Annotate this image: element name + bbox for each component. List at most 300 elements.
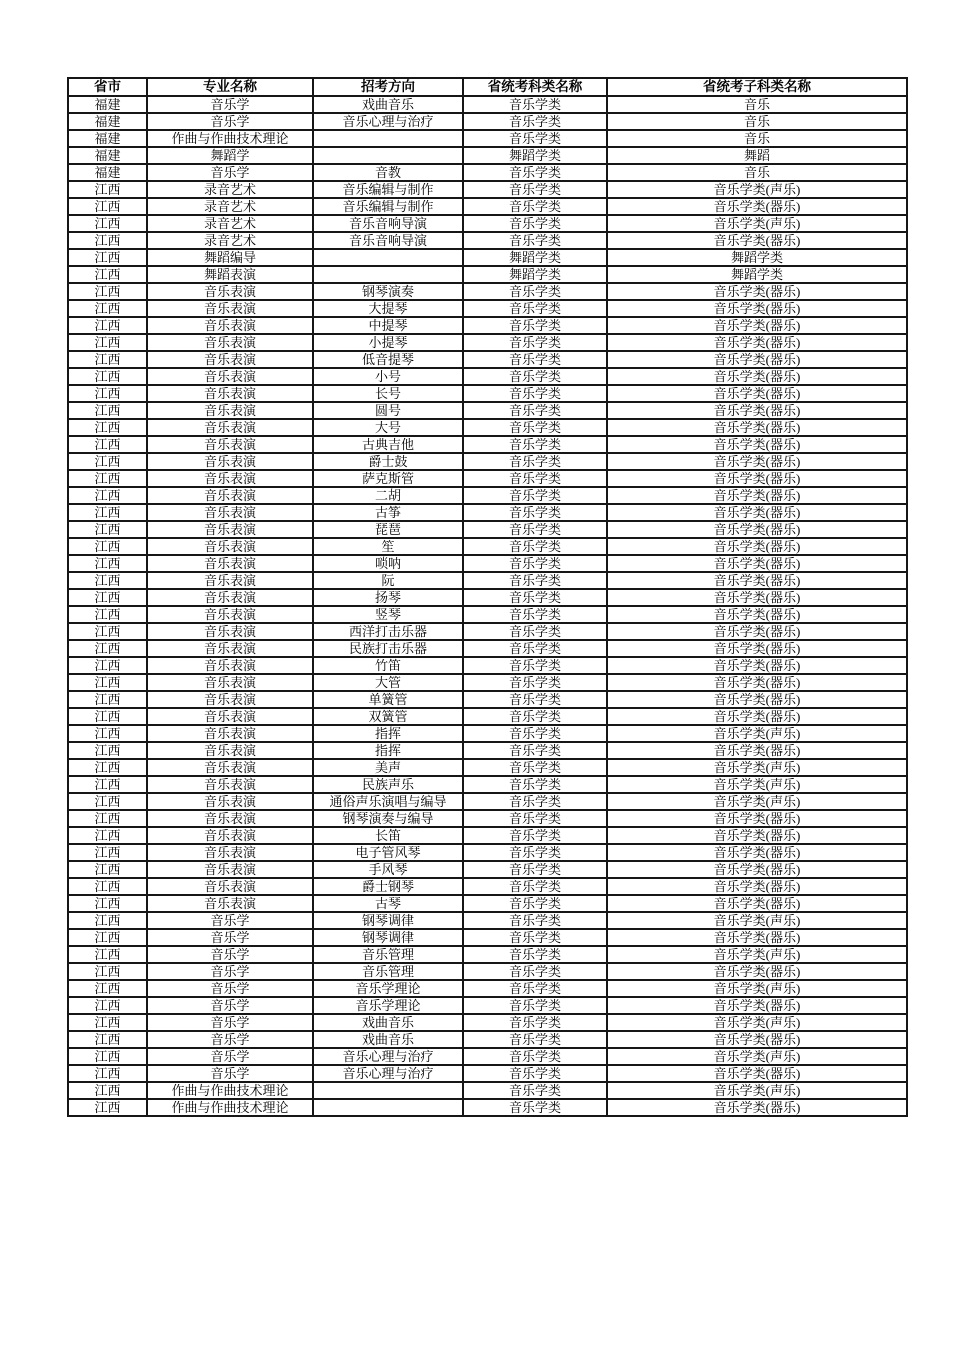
table-cell: 江西 [68, 844, 147, 861]
table-cell: 长笛 [313, 827, 463, 844]
table-cell: 音乐表演 [147, 776, 313, 793]
table-cell: 音乐学类 [463, 113, 607, 130]
table-row [68, 759, 907, 776]
table-row [68, 283, 907, 300]
table-cell: 音乐学类 [463, 538, 607, 555]
table-cell: 录音艺术 [147, 181, 313, 198]
table-row [68, 827, 907, 844]
table-cell: 音乐表演 [147, 844, 313, 861]
table-cell: 音乐学类 [463, 487, 607, 504]
table-cell: 音乐学类(器乐) [607, 283, 907, 300]
table-cell: 江西 [68, 827, 147, 844]
table-cell: 舞蹈编导 [147, 249, 313, 266]
table-row [68, 419, 907, 436]
table-cell: 音乐学类(声乐) [607, 912, 907, 929]
table-cell: 江西 [68, 538, 147, 555]
table-cell: 江西 [68, 708, 147, 725]
table-cell: 音乐学类(器乐) [607, 963, 907, 980]
table-cell: 江西 [68, 674, 147, 691]
table-cell: 音乐学类(器乐) [607, 504, 907, 521]
table-row [68, 878, 907, 895]
table-cell: 音乐表演 [147, 674, 313, 691]
table-cell: 作曲与作曲技术理论 [147, 1082, 313, 1099]
table-cell: 江西 [68, 912, 147, 929]
table-cell: 竹笛 [313, 657, 463, 674]
table-cell: 音乐心理与治疗 [313, 1065, 463, 1082]
table-cell: 音乐学类(器乐) [607, 929, 907, 946]
table-cell: 音乐学类 [463, 453, 607, 470]
table-cell: 音乐表演 [147, 402, 313, 419]
table-row [68, 691, 907, 708]
table-cell: 音乐音响导演 [313, 215, 463, 232]
table-cell: 音乐学类(器乐) [607, 1099, 907, 1116]
table-cell: 音乐编辑与制作 [313, 198, 463, 215]
table-cell: 音乐学类(器乐) [607, 708, 907, 725]
table-row [68, 1031, 907, 1048]
table-cell: 音乐音响导演 [313, 232, 463, 249]
table-row [68, 844, 907, 861]
table-cell: 音乐学类 [463, 368, 607, 385]
table-cell: 音乐表演 [147, 487, 313, 504]
table-cell: 音乐学类(器乐) [607, 470, 907, 487]
table-cell: 钢琴调律 [313, 929, 463, 946]
table-cell: 音乐学 [147, 1014, 313, 1031]
table-cell: 舞蹈学类 [463, 147, 607, 164]
table-header-row [68, 78, 907, 96]
table-cell: 江西 [68, 759, 147, 776]
table-cell: 音乐学类 [463, 351, 607, 368]
table-row [68, 164, 907, 181]
table-row [68, 402, 907, 419]
table-cell: 中提琴 [313, 317, 463, 334]
table-cell: 江西 [68, 793, 147, 810]
table-cell: 音乐学类 [463, 691, 607, 708]
table-cell: 音乐表演 [147, 504, 313, 521]
table-row [68, 946, 907, 963]
table-cell: 爵士钢琴 [313, 878, 463, 895]
table-cell: 音乐学理论 [313, 997, 463, 1014]
table-cell: 音乐学类 [463, 674, 607, 691]
table-cell: 音乐表演 [147, 538, 313, 555]
table-cell: 音乐学类(声乐) [607, 1082, 907, 1099]
table-cell: 音乐学类(器乐) [607, 810, 907, 827]
table-cell: 江西 [68, 283, 147, 300]
table-cell: 江西 [68, 691, 147, 708]
table-cell: 江西 [68, 1048, 147, 1065]
table-cell: 音乐学 [147, 912, 313, 929]
table-row [68, 96, 907, 113]
table-cell: 作曲与作曲技术理论 [147, 1099, 313, 1116]
table-row [68, 368, 907, 385]
table-cell: 低音提琴 [313, 351, 463, 368]
table-row [68, 351, 907, 368]
table-cell: 音乐管理 [313, 946, 463, 963]
column-header-province: 省市 [68, 78, 147, 96]
table-cell: 舞蹈 [607, 147, 907, 164]
table-row [68, 317, 907, 334]
table-cell: 江西 [68, 640, 147, 657]
table-cell: 福建 [68, 130, 147, 147]
table-cell: 音乐学类 [463, 912, 607, 929]
table-cell: 琵琶 [313, 521, 463, 538]
table-cell: 大提琴 [313, 300, 463, 317]
table-cell: 音乐表演 [147, 351, 313, 368]
table-cell: 音乐学类(声乐) [607, 215, 907, 232]
table-cell: 音乐学 [147, 946, 313, 963]
table-cell: 音乐表演 [147, 300, 313, 317]
table-cell: 音乐学类 [463, 1099, 607, 1116]
table-cell: 音乐管理 [313, 963, 463, 980]
table-row [68, 215, 907, 232]
table-row [68, 555, 907, 572]
table-cell: 音乐表演 [147, 742, 313, 759]
table-row [68, 1065, 907, 1082]
table-cell: 音乐学类 [463, 963, 607, 980]
table-cell: 舞蹈学类 [463, 249, 607, 266]
table-cell: 音乐学类 [463, 997, 607, 1014]
table-cell: 美声 [313, 759, 463, 776]
table-cell: 音乐学类 [463, 640, 607, 657]
table-cell: 音乐学类 [463, 1065, 607, 1082]
table-row [68, 453, 907, 470]
table-cell: 音乐学类 [463, 470, 607, 487]
table-cell: 舞蹈表演 [147, 266, 313, 283]
table-cell: 音乐表演 [147, 589, 313, 606]
table-cell: 江西 [68, 181, 147, 198]
table-row [68, 521, 907, 538]
table-cell: 音乐学 [147, 1065, 313, 1082]
table-cell: 舞蹈学 [147, 147, 313, 164]
table-cell: 音乐学 [147, 1048, 313, 1065]
table-cell: 江西 [68, 334, 147, 351]
table-cell: 音乐学类(器乐) [607, 555, 907, 572]
table-cell: 古典吉他 [313, 436, 463, 453]
table-cell: 音乐学类 [463, 946, 607, 963]
table-cell: 音乐表演 [147, 878, 313, 895]
table-row [68, 997, 907, 1014]
table-cell: 指挥 [313, 725, 463, 742]
table-cell: 江西 [68, 606, 147, 623]
table-cell: 音乐学类(声乐) [607, 725, 907, 742]
table-cell: 音乐表演 [147, 861, 313, 878]
table-cell: 音乐学类 [463, 589, 607, 606]
table-cell: 江西 [68, 776, 147, 793]
table-row [68, 232, 907, 249]
table-cell: 音乐学 [147, 963, 313, 980]
table-cell: 音乐学类(器乐) [607, 334, 907, 351]
table-cell: 音乐心理与治疗 [313, 1048, 463, 1065]
table-cell: 音乐学类 [463, 402, 607, 419]
table-cell: 音乐学类 [463, 810, 607, 827]
table-cell: 江西 [68, 895, 147, 912]
table-cell: 江西 [68, 266, 147, 283]
table-cell: 音乐学类(器乐) [607, 623, 907, 640]
table-cell: 音乐学类(声乐) [607, 759, 907, 776]
table-cell: 通俗声乐演唱与编导 [313, 793, 463, 810]
table-cell: 阮 [313, 572, 463, 589]
table-cell: 长号 [313, 385, 463, 402]
table-cell: 江西 [68, 419, 147, 436]
table-row [68, 181, 907, 198]
table-cell: 音乐表演 [147, 555, 313, 572]
table-cell: 音乐学类(器乐) [607, 385, 907, 402]
table-row [68, 130, 907, 147]
column-header-exam-category: 省统考科类名称 [463, 78, 607, 96]
table-cell: 音乐学类(器乐) [607, 419, 907, 436]
table-cell: 二胡 [313, 487, 463, 504]
table-cell: 音乐学类 [463, 895, 607, 912]
table-cell: 笙 [313, 538, 463, 555]
table-cell: 音乐表演 [147, 334, 313, 351]
table-cell: 音乐学类 [463, 844, 607, 861]
table-cell: 音乐学类(器乐) [607, 317, 907, 334]
table-cell: 福建 [68, 147, 147, 164]
table-cell: 民族打击乐器 [313, 640, 463, 657]
table-cell: 音乐学类(器乐) [607, 589, 907, 606]
table-cell: 音乐学类(器乐) [607, 1031, 907, 1048]
table-row [68, 300, 907, 317]
table-cell: 音乐学类 [463, 1031, 607, 1048]
table-cell: 音乐学类 [463, 555, 607, 572]
table-cell: 录音艺术 [147, 232, 313, 249]
table-row [68, 198, 907, 215]
table-cell: 大号 [313, 419, 463, 436]
table-cell: 音乐学类 [463, 708, 607, 725]
table-cell: 音乐表演 [147, 623, 313, 640]
table-row [68, 674, 907, 691]
table-cell: 音乐学类(器乐) [607, 232, 907, 249]
table-cell [313, 266, 463, 283]
table-cell [313, 147, 463, 164]
table-cell: 江西 [68, 1099, 147, 1116]
table-cell: 音乐学类 [463, 215, 607, 232]
table-cell: 音乐学 [147, 1031, 313, 1048]
table-cell: 江西 [68, 368, 147, 385]
table-cell: 音乐学 [147, 164, 313, 181]
table-row [68, 708, 907, 725]
table-cell: 音乐学类 [463, 436, 607, 453]
column-header-major-name: 专业名称 [147, 78, 313, 96]
table-cell: 舞蹈学类 [607, 249, 907, 266]
table-cell: 江西 [68, 861, 147, 878]
table-cell: 音乐表演 [147, 759, 313, 776]
table-cell: 电子管风琴 [313, 844, 463, 861]
table-row [68, 861, 907, 878]
table-cell: 音乐表演 [147, 810, 313, 827]
table-cell: 古琴 [313, 895, 463, 912]
table-cell: 音乐学类 [463, 317, 607, 334]
table-cell: 音乐学类 [463, 419, 607, 436]
table-row [68, 487, 907, 504]
table-cell: 音乐学类 [463, 657, 607, 674]
table-row [68, 1082, 907, 1099]
table-cell: 音乐学类(器乐) [607, 436, 907, 453]
table-cell: 萨克斯管 [313, 470, 463, 487]
table-cell: 江西 [68, 878, 147, 895]
table-cell: 音乐学类(器乐) [607, 878, 907, 895]
table-row [68, 538, 907, 555]
table-cell: 音乐 [607, 130, 907, 147]
table-cell: 音乐学类 [463, 164, 607, 181]
table-cell: 音乐学类(器乐) [607, 827, 907, 844]
table-cell: 音乐编辑与制作 [313, 181, 463, 198]
table-cell: 江西 [68, 215, 147, 232]
table-row [68, 589, 907, 606]
table-cell: 江西 [68, 436, 147, 453]
table-cell: 江西 [68, 487, 147, 504]
table-row [68, 912, 907, 929]
table-cell: 江西 [68, 351, 147, 368]
table-cell: 音乐表演 [147, 283, 313, 300]
table-cell: 江西 [68, 385, 147, 402]
table-cell: 音乐学类(器乐) [607, 453, 907, 470]
table-cell: 江西 [68, 963, 147, 980]
table-cell: 音乐学类 [463, 504, 607, 521]
table-row [68, 1099, 907, 1116]
table-cell: 作曲与作曲技术理论 [147, 130, 313, 147]
table-cell: 扬琴 [313, 589, 463, 606]
table-cell: 江西 [68, 997, 147, 1014]
table-cell: 指挥 [313, 742, 463, 759]
table-cell: 戏曲音乐 [313, 96, 463, 113]
table-row [68, 470, 907, 487]
table-cell: 音乐表演 [147, 572, 313, 589]
table-cell: 音乐学类 [463, 283, 607, 300]
column-header-exam-subcategory: 省统考子科类名称 [607, 78, 907, 96]
table-row [68, 929, 907, 946]
table-cell: 音乐学类(器乐) [607, 640, 907, 657]
table-cell: 单簧管 [313, 691, 463, 708]
table-cell: 江西 [68, 198, 147, 215]
table-cell: 舞蹈学类 [463, 266, 607, 283]
table-row [68, 810, 907, 827]
table-cell: 音乐表演 [147, 317, 313, 334]
table-cell: 音乐表演 [147, 368, 313, 385]
table-cell: 音乐学类(器乐) [607, 351, 907, 368]
table-cell: 江西 [68, 742, 147, 759]
table-cell: 音乐表演 [147, 691, 313, 708]
table-cell: 江西 [68, 521, 147, 538]
table-cell: 音乐学类(声乐) [607, 776, 907, 793]
table-body [68, 96, 907, 1116]
table-cell: 录音艺术 [147, 198, 313, 215]
table-cell: 音乐学类(器乐) [607, 1065, 907, 1082]
table-row [68, 334, 907, 351]
table-cell: 音乐学类 [463, 521, 607, 538]
table-cell: 江西 [68, 1065, 147, 1082]
table-row [68, 623, 907, 640]
table-cell: 音乐学类 [463, 232, 607, 249]
table-cell [313, 249, 463, 266]
table-row [68, 147, 907, 164]
table-row [68, 249, 907, 266]
table-cell: 音乐学类 [463, 334, 607, 351]
table-cell: 江西 [68, 504, 147, 521]
table-cell: 江西 [68, 453, 147, 470]
table-cell: 音乐表演 [147, 895, 313, 912]
table-cell: 手风琴 [313, 861, 463, 878]
table-row [68, 1014, 907, 1031]
table-cell: 音乐学类(器乐) [607, 300, 907, 317]
table-row [68, 895, 907, 912]
table-cell: 钢琴演奏 [313, 283, 463, 300]
table-cell: 音乐学类(声乐) [607, 1048, 907, 1065]
table-cell: 音乐表演 [147, 793, 313, 810]
table-cell: 音乐学类 [463, 827, 607, 844]
table-row [68, 725, 907, 742]
table-cell: 音乐 [607, 96, 907, 113]
table-cell: 音乐学类(器乐) [607, 895, 907, 912]
table-cell: 音乐学类 [463, 776, 607, 793]
table-cell: 江西 [68, 300, 147, 317]
table-cell: 江西 [68, 470, 147, 487]
table-cell: 音乐学类(器乐) [607, 521, 907, 538]
table-cell: 音乐学 [147, 929, 313, 946]
table-cell: 音乐表演 [147, 725, 313, 742]
table-cell: 音乐学类 [463, 725, 607, 742]
table-cell: 江西 [68, 810, 147, 827]
table-cell: 音乐表演 [147, 385, 313, 402]
table-cell: 音乐学类 [463, 1082, 607, 1099]
table-cell: 唢呐 [313, 555, 463, 572]
table-cell: 钢琴演奏与编导 [313, 810, 463, 827]
table-cell: 音乐表演 [147, 606, 313, 623]
table-cell: 音乐学类(器乐) [607, 368, 907, 385]
table-cell: 音乐学类(器乐) [607, 674, 907, 691]
table-cell: 音乐学类 [463, 181, 607, 198]
table-cell: 音乐学类(器乐) [607, 997, 907, 1014]
table-cell: 江西 [68, 980, 147, 997]
table-cell: 古筝 [313, 504, 463, 521]
table-cell: 圆号 [313, 402, 463, 419]
column-header-recruit-direction: 招考方向 [313, 78, 463, 96]
table-cell: 音乐学类(器乐) [607, 402, 907, 419]
table-cell: 音乐学类 [463, 793, 607, 810]
table-row [68, 793, 907, 810]
table-cell: 江西 [68, 555, 147, 572]
table-cell: 音乐表演 [147, 640, 313, 657]
table-cell: 音乐学类 [463, 385, 607, 402]
table-cell: 西洋打击乐器 [313, 623, 463, 640]
table-cell: 戏曲音乐 [313, 1031, 463, 1048]
table-cell: 音乐表演 [147, 453, 313, 470]
table-cell: 钢琴调律 [313, 912, 463, 929]
table-row [68, 385, 907, 402]
table-cell: 音乐学 [147, 980, 313, 997]
table-row [68, 776, 907, 793]
table-cell: 音乐表演 [147, 436, 313, 453]
table-cell: 音乐学类 [463, 929, 607, 946]
table-cell: 音乐表演 [147, 708, 313, 725]
table-row [68, 980, 907, 997]
table-row [68, 963, 907, 980]
table-cell: 音乐学类(声乐) [607, 946, 907, 963]
table-cell [313, 1082, 463, 1099]
table-cell: 音乐学类 [463, 1048, 607, 1065]
table-row [68, 504, 907, 521]
table-cell: 江西 [68, 589, 147, 606]
table-row [68, 1048, 907, 1065]
table-cell: 福建 [68, 96, 147, 113]
table-cell: 音乐学类 [463, 96, 607, 113]
table-cell: 音乐学 [147, 113, 313, 130]
table-cell: 福建 [68, 113, 147, 130]
table-cell: 音乐表演 [147, 521, 313, 538]
table-cell: 音乐学类 [463, 861, 607, 878]
table-row [68, 640, 907, 657]
table-cell: 音乐学 [147, 997, 313, 1014]
table-cell: 江西 [68, 929, 147, 946]
